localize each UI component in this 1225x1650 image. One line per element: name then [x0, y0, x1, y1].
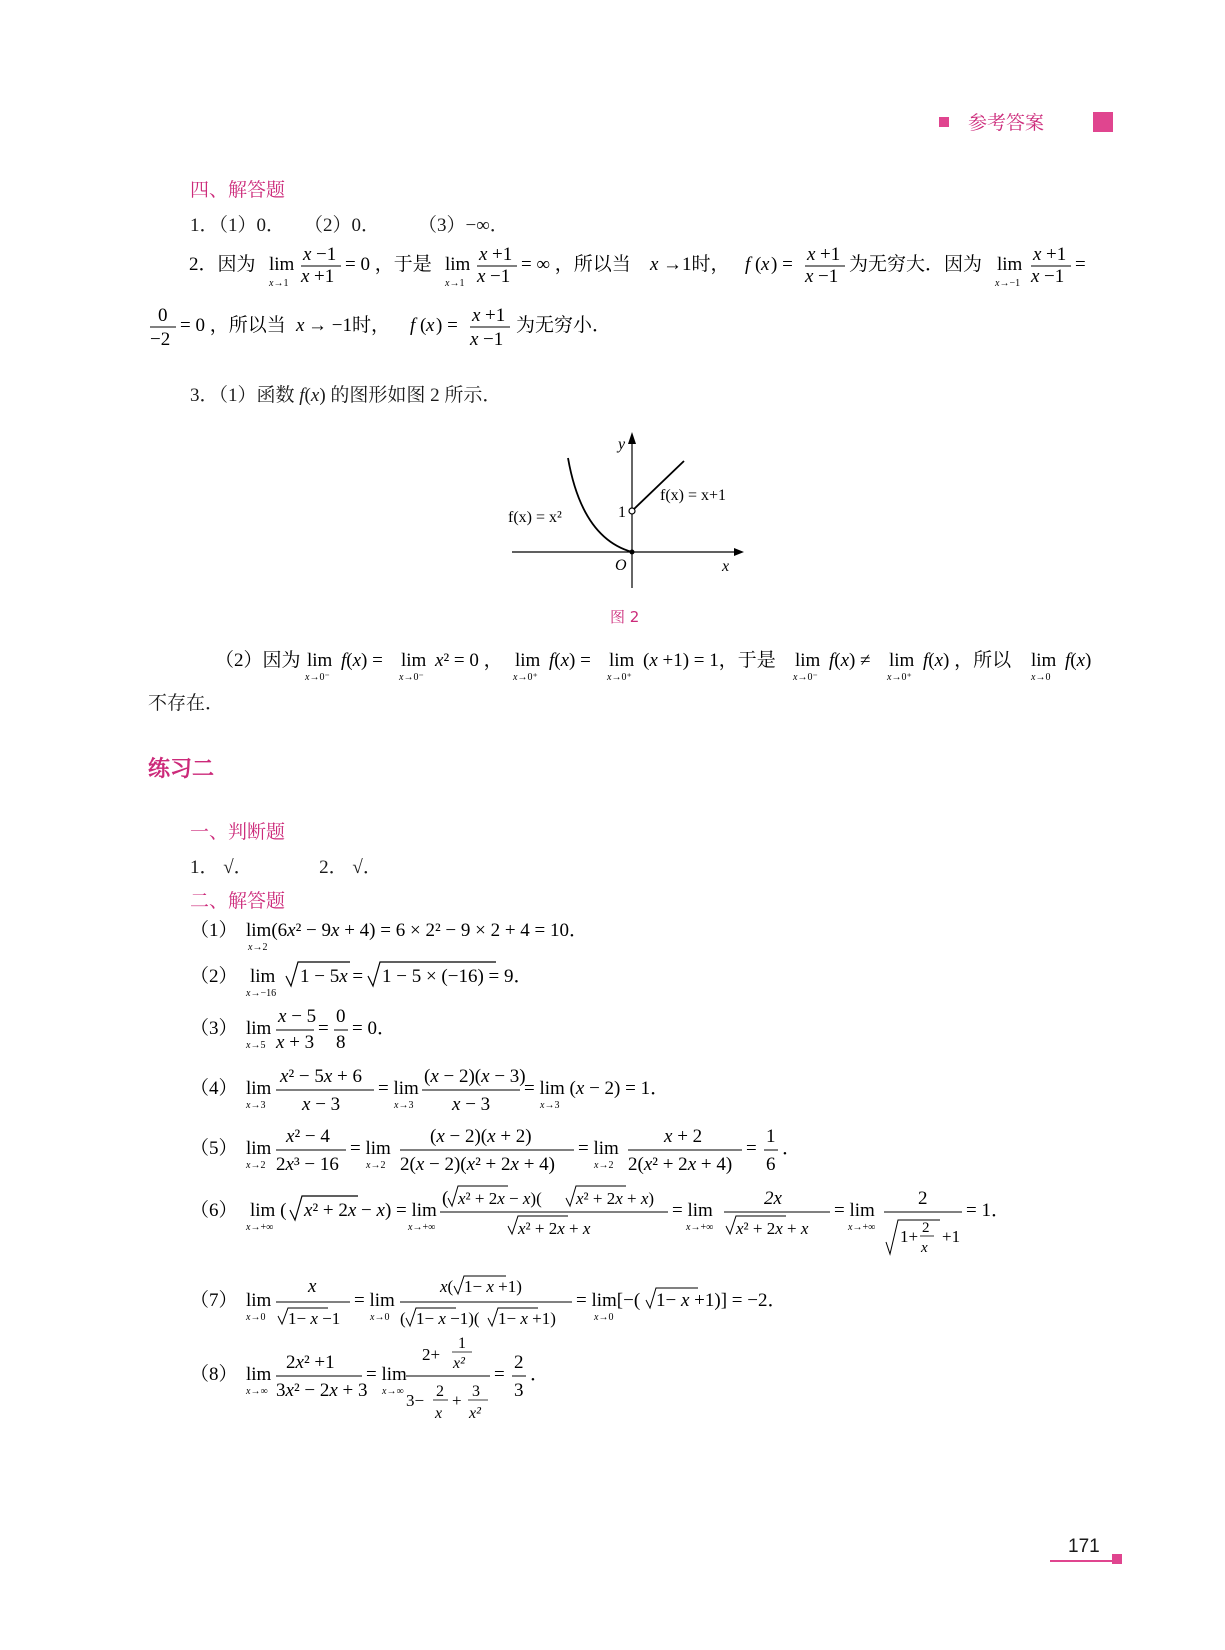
svg-text:lim (: lim ( [250, 1200, 287, 1221]
page-number: 171 [1068, 1536, 1100, 1557]
judge-answers: 1． √． 2． √． [190, 857, 382, 878]
svg-text:2x³ − 16: 2x³ − 16 [276, 1154, 339, 1175]
svg-text:x: x [1033, 244, 1042, 265]
svg-text:x: x [301, 266, 310, 287]
svg-text:x: x [296, 315, 305, 336]
svg-text:x→5: x→5 [246, 1040, 266, 1051]
svg-text:（6）: （6） [190, 1200, 238, 1221]
svg-text:(: ( [755, 254, 762, 275]
svg-text:−2: −2 [150, 329, 171, 350]
svg-text:) =: ) = [771, 254, 793, 275]
svg-text:为无穷大．因为: 为无穷大．因为 [849, 254, 983, 275]
item-7 [190, 1272, 990, 1332]
item-8 [190, 1330, 990, 1440]
svg-text:x: x [479, 244, 488, 265]
svg-text:lim: lim [307, 650, 333, 671]
svg-text:−1: −1 [316, 244, 337, 265]
svg-text:= 0．: = 0． [352, 1018, 396, 1039]
answer-3-2 [215, 646, 1215, 691]
running-header-title: 参考答案 [968, 112, 1045, 134]
svg-text:=: = [494, 1364, 505, 1385]
svg-text:lim: lim [250, 966, 276, 987]
svg-text:2+: 2+ [422, 1345, 441, 1364]
svg-text:+1: +1 [314, 266, 335, 287]
svg-text:(: ( [420, 315, 427, 336]
svg-text:1 − 5 × (−16) = 9．: 1 − 5 × (−16) = 9． [382, 966, 533, 987]
svg-text:lim: lim [609, 650, 635, 671]
svg-text:lim: lim [1031, 650, 1057, 671]
svg-text:(x +1) = 1，于是: (x +1) = 1，于是 [643, 650, 776, 671]
svg-text:= lim: = lim [354, 1290, 395, 1311]
svg-text:2x: 2x [764, 1188, 782, 1209]
item-6 [190, 1180, 1090, 1270]
svg-text:x→2: x→2 [246, 1160, 266, 1171]
item-4 [190, 1060, 990, 1120]
svg-text:= lim (x − 2) = 1．: = lim (x − 2) = 1． [524, 1078, 670, 1099]
svg-text:x: x [308, 1276, 317, 1297]
svg-text:（2）: （2） [190, 966, 238, 987]
svg-text:（3）: （3） [190, 1018, 238, 1039]
svg-text:x: x [303, 244, 312, 265]
svg-text:x(: x( [440, 1277, 454, 1296]
svg-text:1 − 5x =: 1 − 5x = [300, 966, 364, 987]
svg-text:x: x [650, 254, 659, 275]
svg-text:x→−16: x→−16 [246, 988, 277, 999]
svg-text:(x − 2)(x + 2): (x − 2)(x + 2) [430, 1126, 532, 1147]
svg-text:x→+∞: x→+∞ [246, 1222, 274, 1233]
svg-text:x²: x² [469, 1405, 481, 1422]
svg-text:lim(6x² − 9x + 4) = 6 × 2² − 9: lim(6x² − 9x + 4) = 6 × 2² − 9 × 2 + 4 = 10． [246, 920, 588, 941]
svg-text:．: ． [530, 1364, 550, 1385]
svg-text:→1时，: →1时， [663, 254, 730, 275]
svg-text:= lim: = lim [378, 1078, 419, 1099]
svg-text:x: x [477, 266, 486, 287]
practice-2-title: 练习二 [148, 757, 215, 782]
svg-text:x² + 2x − x)(: x² + 2x − x)( [458, 1189, 542, 1208]
svg-text:= lim[−(: = lim[−( [576, 1290, 641, 1311]
svg-text:x: x [435, 1405, 443, 1422]
svg-text:x→−1: x→−1 [995, 278, 1021, 289]
svg-text:x→3: x→3 [394, 1100, 414, 1111]
svg-text:x→+∞: x→+∞ [848, 1222, 876, 1233]
svg-text:1− x +1)] = −2．: 1− x +1)] = −2． [656, 1290, 787, 1311]
svg-text:（4）: （4） [190, 1078, 238, 1099]
svg-text:lim: lim [401, 650, 427, 671]
svg-text:1− x −1)(: 1− x −1)( [416, 1309, 480, 1328]
svg-text:x: x [761, 254, 770, 275]
svg-text:2: 2 [436, 1383, 444, 1400]
svg-text:+1: +1 [485, 305, 506, 326]
svg-text:= lim: = lim [672, 1200, 713, 1221]
svg-text:lim: lim [246, 1290, 272, 1311]
svg-text:(x − 2)(x − 3): (x − 2)(x − 3) [424, 1066, 526, 1087]
svg-text:= lim: = lim [834, 1200, 875, 1221]
y-label: y [618, 436, 626, 453]
svg-text:x: x [921, 1240, 928, 1256]
svg-text:x→1: x→1 [269, 278, 289, 289]
svg-text:(: ( [400, 1309, 406, 1328]
svg-text:lim: lim [515, 650, 541, 671]
svg-text:=: = [1075, 254, 1086, 275]
section-heading-solve: 四、解答题 [190, 179, 286, 201]
svg-text:x − 3: x − 3 [302, 1094, 341, 1115]
svg-text:x→0⁻: x→0⁻ [399, 672, 424, 683]
svg-text:+1: +1 [942, 1227, 961, 1246]
svg-text:x→3: x→3 [246, 1100, 266, 1111]
answer-3-2-end: 不存在． [148, 693, 225, 714]
page-number-square [1112, 1554, 1122, 1564]
svg-text:= 0 ，于是: = 0 ，于是 [345, 254, 432, 275]
svg-text:f: f [745, 254, 751, 275]
svg-text:f: f [410, 315, 416, 336]
svg-text:lim: lim [246, 1078, 272, 1099]
answer-2-line1 [185, 242, 1225, 297]
svg-text:x² + 2x + x): x² + 2x + x) [576, 1189, 655, 1208]
origin-label: O [615, 557, 627, 574]
svg-text:1− x −1: 1− x −1 [288, 1309, 341, 1328]
svg-text:（1）: （1） [190, 920, 238, 941]
svg-text:x→0: x→0 [246, 1312, 266, 1323]
svg-text:→ −1时，: → −1时， [308, 315, 390, 336]
svg-text:0: 0 [158, 305, 168, 326]
svg-text:3−: 3− [406, 1391, 425, 1410]
svg-text:（8）: （8） [190, 1364, 238, 1385]
judge-heading: 一、判断题 [190, 821, 286, 843]
svg-text:+1: +1 [1046, 244, 1067, 265]
svg-text:1+: 1+ [900, 1227, 919, 1246]
answer-3-1: 3．（1）函数 f(x) 的图形如图 2 所示． [190, 385, 502, 406]
svg-text:2: 2 [514, 1352, 524, 1373]
item-5 [190, 1120, 990, 1180]
svg-text:f(x): f(x) [1065, 650, 1092, 671]
svg-text:x² = 0 ，: x² = 0 ， [435, 650, 503, 671]
svg-text:0: 0 [336, 1006, 346, 1027]
svg-text:x: x [472, 305, 481, 326]
figure-caption: 图 2 [610, 608, 640, 626]
svg-text:−1: −1 [818, 266, 839, 287]
origin-point [630, 550, 635, 555]
one-label: 1 [618, 504, 626, 521]
svg-text:x→0⁺: x→0⁺ [887, 672, 912, 683]
svg-text:f(x) ≠: f(x) ≠ [829, 650, 871, 671]
svg-text:) =: ) = [436, 315, 458, 336]
svg-text:x − 5: x − 5 [278, 1006, 317, 1027]
svg-text:= 0 ，所以当: = 0 ，所以当 [180, 315, 286, 336]
svg-text:f(x) =: f(x) = [549, 650, 591, 671]
svg-text:x→0⁻: x→0⁻ [793, 672, 818, 683]
svg-text:lim: lim [246, 1364, 272, 1385]
svg-text:f(x) ，所以: f(x) ，所以 [923, 650, 1012, 671]
solve-heading: 二、解答题 [190, 890, 286, 912]
svg-text:= lim: = lim [366, 1364, 407, 1385]
svg-text:3: 3 [472, 1383, 480, 1400]
svg-text:2(x − 2)(x² + 2x + 4): 2(x − 2)(x² + 2x + 4) [400, 1154, 555, 1175]
svg-text:+: + [452, 1391, 462, 1410]
svg-text:x→2: x→2 [594, 1160, 614, 1171]
item-3 [190, 1000, 890, 1060]
svg-text:x² − 5x + 6: x² − 5x + 6 [280, 1066, 363, 1087]
header-bullet [939, 117, 949, 127]
svg-text:x→0⁺: x→0⁺ [607, 672, 632, 683]
answer-1: 1．（1）0． （2）0． （3）−∞． [190, 215, 509, 236]
svg-text:lim: lim [246, 1018, 272, 1039]
answer-2-line2 [148, 303, 748, 358]
svg-text:−1: −1 [490, 266, 511, 287]
svg-text:x: x [470, 329, 479, 350]
svg-text:x→+∞: x→+∞ [686, 1222, 714, 1233]
svg-text:x: x [805, 266, 814, 287]
svg-text:3: 3 [514, 1380, 524, 1401]
open-point [629, 508, 635, 514]
svg-text:lim: lim [889, 650, 915, 671]
svg-text:x→2: x→2 [248, 942, 268, 952]
svg-text:x² − 4: x² − 4 [286, 1126, 330, 1147]
svg-text:6: 6 [766, 1154, 776, 1175]
svg-text:+1: +1 [492, 244, 513, 265]
svg-text:x→3: x→3 [540, 1100, 560, 1111]
svg-text:= 1．: = 1． [966, 1200, 1010, 1221]
svg-text:x→0: x→0 [1031, 672, 1051, 683]
svg-text:−1: −1 [1044, 266, 1065, 287]
left-function-label: f(x) = x² [508, 509, 562, 526]
svg-text:2: 2 [918, 1188, 928, 1209]
y-axis-arrow [628, 432, 636, 444]
svg-text:x: x [1031, 266, 1040, 287]
svg-text:3x² − 2x + 3: 3x² − 2x + 3 [276, 1380, 368, 1401]
svg-text:x: x [426, 315, 435, 336]
svg-text:x + 2: x + 2 [664, 1126, 703, 1147]
svg-text:x→0⁻: x→0⁻ [305, 672, 330, 683]
svg-text:x→1: x→1 [445, 278, 465, 289]
page-number-underline [1050, 1560, 1114, 1562]
svg-text:8: 8 [336, 1032, 346, 1053]
svg-text:(: ( [442, 1188, 449, 1209]
svg-text:2x² +1: 2x² +1 [286, 1352, 335, 1373]
svg-text:1: 1 [458, 1335, 466, 1352]
svg-text:2．因为: 2．因为 [189, 254, 256, 275]
svg-text:x→∞: x→∞ [382, 1386, 404, 1397]
figure-2 [500, 428, 780, 608]
svg-text:（2）因为: （2）因为 [215, 650, 301, 671]
svg-text:= lim: = lim [350, 1138, 391, 1159]
svg-text:lim: lim [246, 1138, 272, 1159]
right-function-label: f(x) = x+1 [660, 487, 727, 504]
svg-text:+1: +1 [820, 244, 841, 265]
svg-text:为无穷小．: 为无穷小． [516, 315, 612, 336]
svg-text:1− x +1): 1− x +1) [498, 1309, 556, 1328]
header-square [1093, 112, 1113, 132]
svg-text:=: = [746, 1138, 757, 1159]
svg-text:x² + 2x + x: x² + 2x + x [736, 1219, 809, 1238]
svg-text:= lim: = lim [578, 1138, 619, 1159]
svg-text:lim: lim [445, 254, 471, 275]
svg-text:x + 3: x + 3 [276, 1032, 315, 1053]
svg-text:lim: lim [997, 254, 1023, 275]
svg-text:lim: lim [269, 254, 295, 275]
x-axis-arrow [734, 548, 744, 556]
svg-text:x→+∞: x→+∞ [408, 1222, 436, 1233]
svg-text:x²: x² [453, 1355, 465, 1372]
svg-text:x→0⁺: x→0⁺ [513, 672, 538, 683]
svg-text:1: 1 [766, 1126, 776, 1147]
item-1 [190, 912, 890, 952]
svg-text:2(x² + 2x + 4): 2(x² + 2x + 4) [628, 1154, 733, 1175]
x-label: x [722, 558, 730, 575]
svg-text:f(x) =: f(x) = [341, 650, 383, 671]
svg-text:lim: lim [795, 650, 821, 671]
svg-text:x→∞: x→∞ [246, 1386, 268, 1397]
svg-text:x² + 2x + x: x² + 2x + x [518, 1219, 591, 1238]
svg-text:= ∞ ，所以当: = ∞ ，所以当 [521, 254, 631, 275]
svg-text:x − 3: x − 3 [452, 1094, 491, 1115]
svg-text:（5）: （5） [190, 1138, 238, 1159]
item-2 [190, 956, 890, 1001]
svg-text:．: ． [782, 1138, 802, 1159]
svg-text:1− x +1): 1− x +1) [464, 1277, 522, 1296]
svg-text:（7）: （7） [190, 1290, 238, 1311]
svg-text:−1: −1 [483, 329, 504, 350]
svg-text:=: = [318, 1018, 329, 1039]
svg-text:x→2: x→2 [366, 1160, 386, 1171]
svg-text:x² + 2x − x) = lim: x² + 2x − x) = lim [304, 1200, 437, 1221]
svg-text:x→0: x→0 [594, 1312, 614, 1323]
svg-text:x: x [807, 244, 816, 265]
svg-text:x→0: x→0 [370, 1312, 390, 1323]
svg-text:2: 2 [922, 1220, 930, 1236]
